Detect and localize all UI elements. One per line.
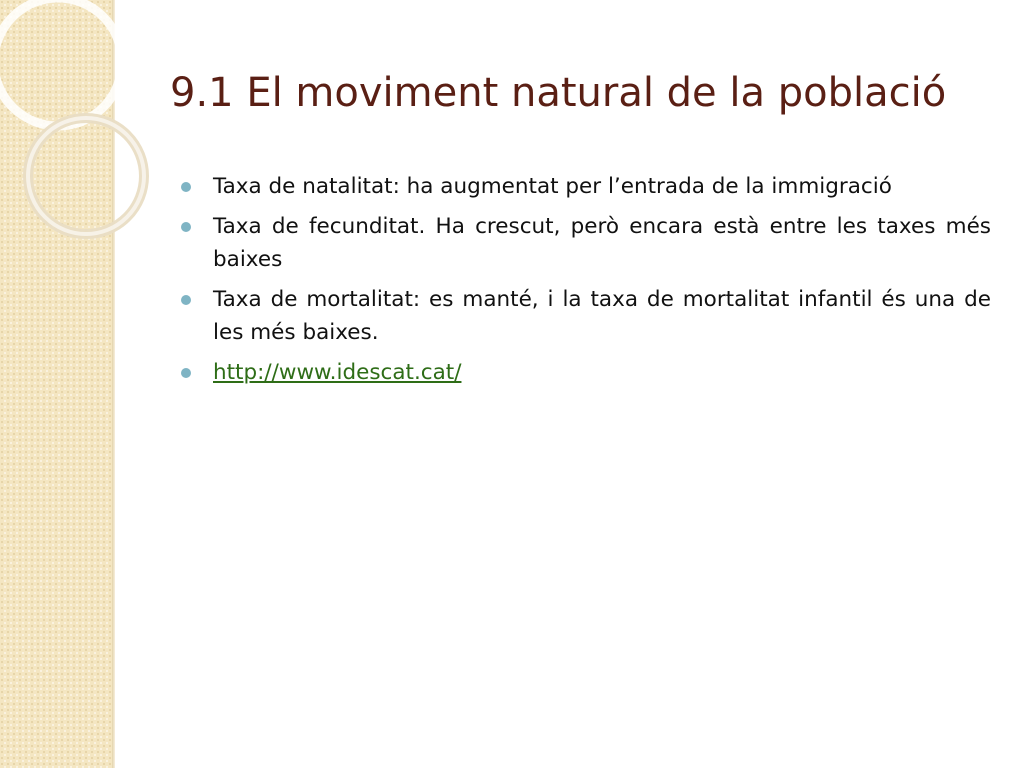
bullet-dot-icon — [181, 222, 191, 232]
bullet-item — [176, 170, 991, 203]
bullet-dot-icon — [181, 182, 191, 192]
bullet-text: Taxa de fecunditat. Ha crescut, però encara està entre les taxes més baixes — [213, 214, 991, 272]
bullet-item — [176, 210, 991, 276]
slide-title: 9.1 El moviment natural de la població — [170, 70, 947, 116]
decorative-rings-icon — [0, 0, 140, 300]
bullet-text: Taxa de natalitat: ha augmentat per l’entrada de la immigració — [213, 174, 892, 199]
idescat-link[interactable]: http://www.idescat.cat/ — [213, 360, 462, 385]
bullet-item — [176, 356, 991, 389]
bullet-text: Taxa de mortalitat: es manté, i la taxa de mortalitat infantil és una de les més baixes. — [213, 287, 991, 345]
bullet-list — [176, 170, 991, 396]
bullet-item — [176, 283, 991, 349]
bullet-dot-icon — [181, 368, 191, 378]
bullet-dot-icon — [181, 295, 191, 305]
